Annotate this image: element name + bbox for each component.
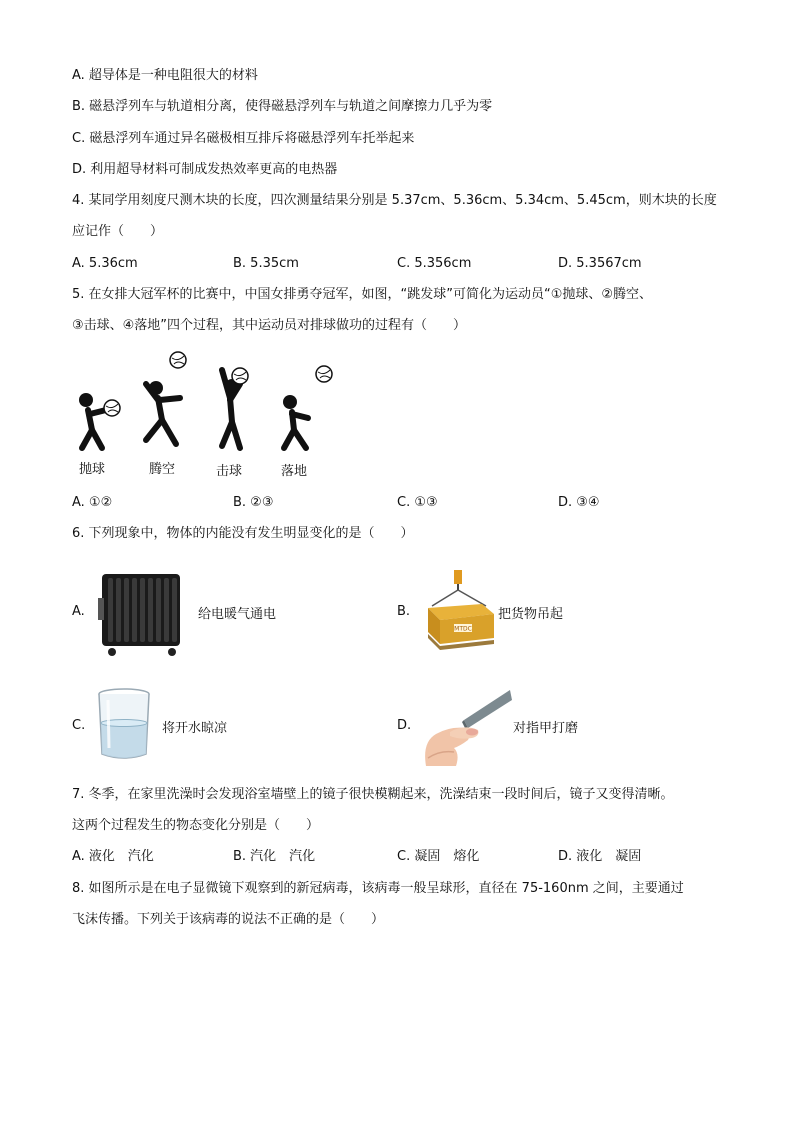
q5-stem-line2: ③击球、④落地”四个过程，其中运动员对排球做功的过程有（ ） [72,318,467,333]
volleyball-serve-figure [70,348,345,480]
q6-option-d-caption: 对指甲打磨 [513,721,579,736]
q5-option-a: A. ①② [72,495,113,510]
q6-option-a-letter: A. [72,604,85,619]
figure-label-leap: 腾空 [149,462,176,477]
water-glass-icon [95,686,153,762]
cargo-box-label: MTDC [454,625,472,633]
q4-option-b: B. 5.35cm [233,256,299,271]
electric-heater-icon [98,568,186,658]
figure-label-land: 落地 [281,464,308,479]
q6-option-c-caption: 将开水晾凉 [162,721,228,736]
q6-option-b-caption: 把货物吊起 [498,607,564,622]
q5-option-d: D. ③④ [558,495,600,510]
q7-option-b: B. 汽化 汽化 [233,849,316,864]
q7-option-c: C. 凝固 熔化 [397,849,480,864]
q8-stem-line1: 8. 如图所示是在电子显微镜下观察到的新冠病毒，该病毒一般呈球形，直径在 75-160nm 之间，主要通过 [72,881,684,896]
q4-option-d: D. 5.3567cm [558,256,642,271]
q7-stem-line1: 7. 冬季，在家里洗澡时会发现浴室墙壁上的镜子很快模糊起来，洗澡结束一段时间后，镜子又变得清晰。 [72,787,674,802]
q3-option-d: D. 利用超导材料可制成发热效率更高的电热器 [72,162,338,177]
q6-option-b-letter: B. [397,604,411,619]
figure-label-toss: 抛球 [79,462,106,477]
q6-option-c-letter: C. [72,718,86,733]
q7-stem-line2: 这两个过程发生的物态变化分别是（ ） [72,818,320,833]
q4-stem-line1: 4. 某同学用刻度尺测木块的长度，四次测量结果分别是 5.37cm、5.36cm、5.34cm、5.45cm，则木块的长度 [72,193,717,208]
crane-cargo-icon [420,568,498,656]
q8-stem-line2: 飞沫传播。下列关于该病毒的说法不正确的是（ ） [72,912,385,927]
figure-label-spike: 击球 [216,464,243,479]
q6-option-d-letter: D. [397,718,412,733]
q5-stem-line1: 5. 在女排大冠军杯的比赛中，中国女排勇夺冠军，如图，“跳发球”可简化为运动员“①抛球、②腾空、 [72,287,653,302]
q3-option-b: B. 磁悬浮列车与轨道相分离，使得磁悬浮列车与轨道之间摩擦力几乎为零 [72,99,493,114]
q5-option-b: B. ②③ [233,495,274,510]
q7-option-d: D. 液化 凝固 [558,849,642,864]
q5-option-c: C. ①③ [397,495,438,510]
q6-option-a-caption: 给电暖气通电 [198,607,277,622]
nail-file-icon [420,688,512,766]
q7-option-a: A. 液化 汽化 [72,849,154,864]
q3-option-c: C. 磁悬浮列车通过异名磁极相互排斥将磁悬浮列车托举起来 [72,131,415,146]
q4-stem-line2: 应记作（ ） [72,224,164,239]
q6-stem: 6. 下列现象中，物体的内能没有发生明显变化的是（ ） [72,526,414,541]
q4-option-a: A. 5.36cm [72,256,138,271]
q4-option-c: C. 5.356cm [397,256,472,271]
q3-option-a: A. 超导体是一种电阻很大的材料 [72,68,258,83]
